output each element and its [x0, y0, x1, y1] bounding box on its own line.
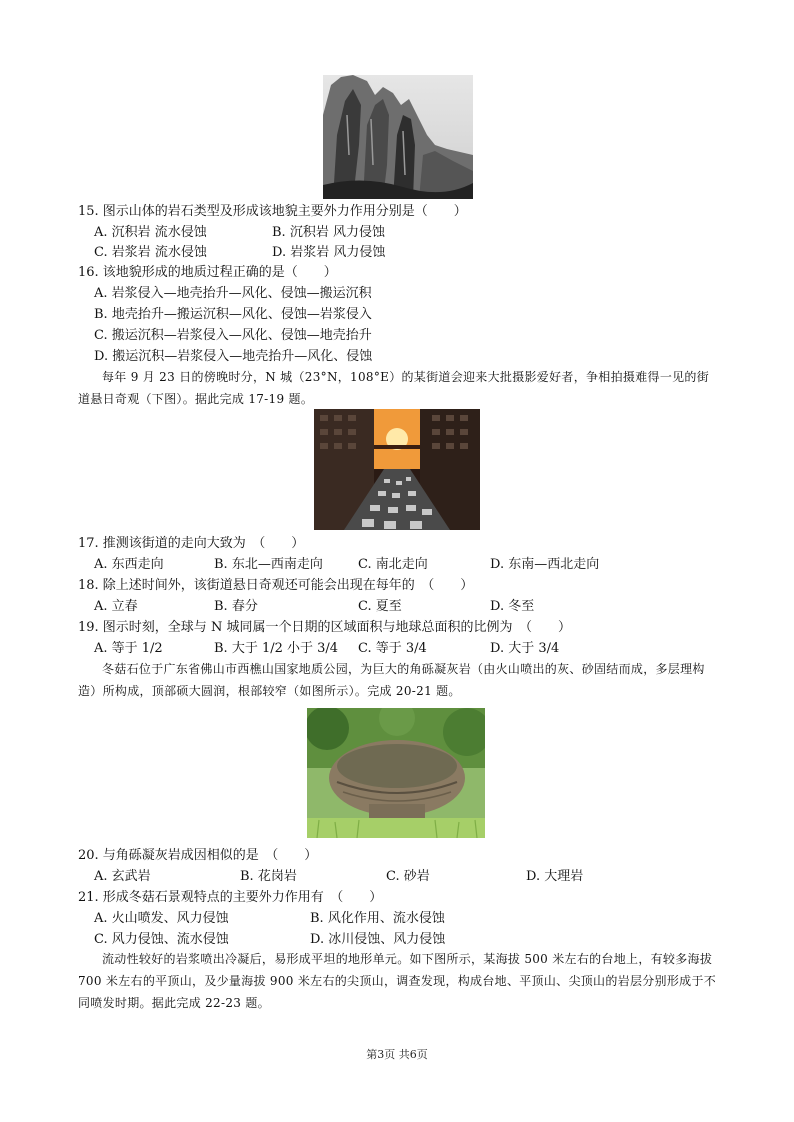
q20-option-a: A. 玄武岩 [94, 869, 151, 884]
q15-stem: 15. 图示山体的岩石类型及形成该地貌主要外力作用分别是（ ） [78, 204, 467, 219]
q15-option-c: C. 岩浆岩 流水侵蚀 [94, 245, 207, 260]
mountain-photo [323, 75, 473, 199]
q16-option-a: A. 岩浆侵入—地壳抬升—风化、侵蚀—搬运沉积 [94, 286, 372, 301]
q15-option-d: D. 岩浆岩 风力侵蚀 [272, 245, 386, 260]
q17-stem: 17. 推测该街道的走向大致为 （ ） [78, 536, 305, 551]
page-footer: 第3页 共6页 [366, 1048, 428, 1061]
q18-option-c: C. 夏至 [358, 599, 402, 614]
q20-option-b: B. 花岗岩 [240, 869, 297, 884]
q16-option-b: B. 地壳抬升—搬运沉积—风化、侵蚀—岩浆侵入 [94, 307, 372, 322]
q21-option-d: D. 冰川侵蚀、风力侵蚀 [310, 932, 446, 947]
q18-option-b: B. 春分 [214, 599, 258, 614]
q19-option-a: A. 等于 1/2 [94, 641, 163, 656]
q17-option-b: B. 东北—西南走向 [214, 557, 323, 572]
q21-option-a: A. 火山喷发、风力侵蚀 [94, 911, 229, 926]
q21-option-c: C. 风力侵蚀、流水侵蚀 [94, 932, 229, 947]
q17-option-d: D. 东南—西北走向 [490, 557, 600, 572]
q19-option-b: B. 大于 1/2 小于 3/4 [214, 641, 339, 656]
q17-option-a: A. 东西走向 [94, 557, 164, 572]
q18-option-a: A. 立春 [94, 599, 138, 614]
q19-stem: 19. 图示时刻，全球与 N 城同属一个日期的区域面积与地球总面积的比例为 （ ） [78, 620, 571, 635]
passage-20-21: 冬菇石位于广东省佛山市西樵山国家地质公园，为巨大的角砾凝灰岩（由火山喷出的灰、砂固结而成，多层理构造）所构成，顶部硕大圆润，根部较窄（如图所示）。完成 20-21 题。 [78, 662, 705, 698]
q18-option-d: D. 冬至 [490, 599, 535, 614]
q16-option-d: D. 搬运沉积—岩浆侵入—地壳抬升—风化、侵蚀 [94, 349, 373, 364]
q17-option-c: C. 南北走向 [358, 557, 428, 572]
street-sunset-photo [314, 409, 480, 530]
q21-stem: 21. 形成冬菇石景观特点的主要外力作用有 （ ） [78, 890, 383, 905]
q18-stem: 18. 除上述时间外，该街道悬日奇观还可能会出现在每年的 （ ） [78, 578, 474, 593]
q15-option-b: B. 沉积岩 风力侵蚀 [272, 225, 385, 240]
q20-stem: 20. 与角砾凝灰岩成因相似的是 （ ） [78, 848, 318, 863]
q16-stem: 16. 该地貌形成的地质过程正确的是（ ） [78, 265, 337, 280]
q16-option-c: C. 搬运沉积—岩浆侵入—风化、侵蚀—地壳抬升 [94, 328, 372, 343]
q20-option-d: D. 大理岩 [526, 869, 584, 884]
mushroom-rock-photo [307, 708, 485, 838]
q20-option-c: C. 砂岩 [386, 869, 430, 884]
q19-option-d: D. 大于 3/4 [490, 641, 560, 656]
q19-option-c: C. 等于 3/4 [358, 641, 427, 656]
passage-17-19: 每年 9 月 23 日的傍晚时分，N 城（23°N，108°E）的某街道会迎来大批摄影爱好者，争相拍摄难得一见的街道悬日奇观（下图）。据此完成 17-19 题。 [78, 370, 710, 406]
q15-option-a: A. 沉积岩 流水侵蚀 [94, 225, 207, 240]
q21-option-b: B. 风化作用、流水侵蚀 [310, 911, 445, 926]
passage-22-23: 流动性较好的岩浆喷出冷凝后，易形成平坦的地形单元。如下图所示，某海拔 500 米左右的台地上，有较多海拔 700 米左右的平顶山，及少量海拔 900 米左右的尖顶山，调查发现，构成台地、平顶山、尖顶山的岩层分别形成于不同喷发时期。据此完成 22-23 题。 [78, 952, 717, 1010]
